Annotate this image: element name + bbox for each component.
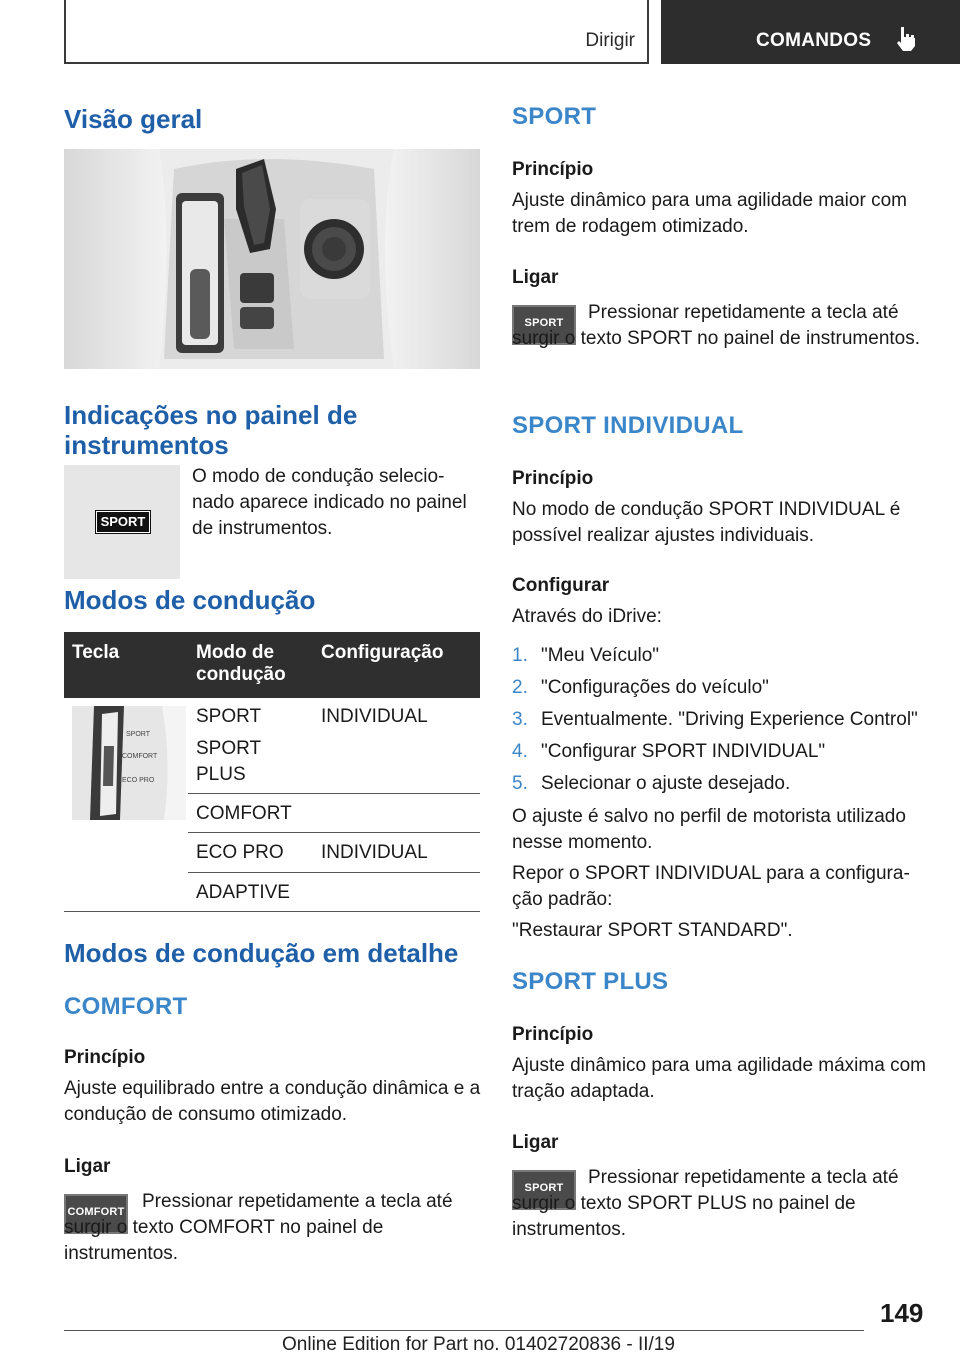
sport-on-label: Ligar bbox=[512, 267, 559, 288]
page-number: 149 bbox=[880, 1298, 924, 1328]
step-item: "Meu Veículo" bbox=[541, 645, 660, 666]
sport-individual-config-label: Configurar bbox=[512, 575, 610, 596]
comfort-title: COMFORT bbox=[64, 993, 188, 1020]
sport-plus-principle-label: Princípio bbox=[512, 1024, 594, 1045]
display-indicator-image bbox=[64, 465, 180, 579]
step-number: 3. bbox=[512, 709, 528, 730]
sport-plus-on-text: Pressionar repetidamente a tecla até surgir o texto SPORT PLUS no painel de instrumentos. bbox=[512, 1167, 899, 1240]
table-row-ecopro-config: INDIVIDUAL bbox=[321, 842, 428, 863]
table-header bbox=[64, 632, 480, 698]
sport-plus-principle-text: Ajuste dinâmico para uma agilidade máxima com tração adaptada. bbox=[512, 1055, 926, 1102]
step-item: Selecionar o ajuste desejado. bbox=[541, 773, 791, 794]
header-section-tab bbox=[64, 0, 649, 64]
header-chapter: COMANDOS bbox=[756, 30, 872, 51]
display-text: O modo de condução selecio-nado aparece indicado no painel de instrumentos. bbox=[192, 466, 467, 539]
comfort-principle-label: Princípio bbox=[64, 1047, 146, 1068]
sport-principle-label: Princípio bbox=[512, 159, 594, 180]
table-row-ecopro-mode: ECO PRO bbox=[196, 842, 284, 863]
sport-individual-reset-cmd: "Restaurar SPORT STANDARD". bbox=[512, 920, 793, 941]
table-row-adaptive-mode: ADAPTIVE bbox=[196, 882, 290, 903]
comfort-on-text: Pressionar repetidamente a tecla até surgir o texto COMFORT no painel de instrumentos. bbox=[64, 1191, 453, 1264]
hand-pointer-icon bbox=[895, 26, 917, 52]
row-divider bbox=[188, 832, 480, 833]
step-item: "Configurar SPORT INDIVIDUAL" bbox=[541, 741, 826, 762]
table-row-sport-config: INDIVIDUAL bbox=[321, 706, 428, 727]
sport-title: SPORT bbox=[512, 103, 597, 130]
step-item: "Configurações do veículo" bbox=[541, 677, 769, 698]
heading-modes: Modos de condução bbox=[64, 585, 316, 615]
heading-detail: Modos de condução em detalhe bbox=[64, 938, 459, 968]
footer-rule bbox=[64, 1330, 864, 1331]
sport-individual-saved-text: O ajuste é salvo no perfil de motorista utilizado nesse momento. bbox=[512, 806, 906, 853]
sport-on-text: Pressionar repetidamente a tecla até surgir o texto SPORT no painel de instrumentos. bbox=[512, 302, 921, 349]
mode-keys-image bbox=[72, 706, 186, 820]
col-config: Configuração bbox=[321, 642, 444, 663]
header-section: Dirigir bbox=[585, 30, 635, 51]
sport-individual-principle-label: Princípio bbox=[512, 468, 594, 489]
footer-edition: Online Edition for Part no. 01402720836 - II/19 bbox=[282, 1334, 675, 1355]
table-row-comfort-mode: COMFORT bbox=[196, 803, 292, 824]
sport-individual-via: Através do iDrive: bbox=[512, 606, 662, 627]
sport-plus-on-label: Ligar bbox=[512, 1132, 559, 1153]
sport-individual-reset-text: Repor o SPORT INDIVIDUAL para a configura-ção padrão: bbox=[512, 863, 910, 910]
row-divider bbox=[188, 872, 480, 873]
col-mode: Modo de condução bbox=[196, 642, 286, 685]
sport-principle-text: Ajuste dinâmico para uma agilidade maior com trem de rodagem otimizado. bbox=[512, 190, 907, 237]
step-number: 2. bbox=[512, 677, 528, 698]
sport-individual-title: SPORT INDIVIDUAL bbox=[512, 412, 744, 439]
table-row-sportplus-mode: SPORT PLUS bbox=[196, 738, 261, 785]
sport-individual-principle-text: No modo de condução SPORT INDIVIDUAL é possível realizar ajustes individuais. bbox=[512, 499, 901, 546]
step-number: 5. bbox=[512, 773, 528, 794]
table-bottom-rule bbox=[64, 911, 480, 912]
comfort-button-label: COMFORT bbox=[67, 1206, 125, 1218]
step-number: 4. bbox=[512, 741, 528, 762]
col-key: Tecla bbox=[72, 642, 120, 663]
display-badge: SPORT bbox=[96, 511, 150, 533]
header-chapter-tab bbox=[661, 0, 960, 64]
comfort-principle-text: Ajuste equilibrado entre a condução dinâmica e a condução de consumo otimizado. bbox=[64, 1078, 481, 1125]
heading-overview: Visão geral bbox=[64, 104, 203, 134]
row-divider bbox=[188, 793, 480, 794]
heading-display: Indicações no painel de instrumentos bbox=[64, 400, 358, 460]
comfort-on-label: Ligar bbox=[64, 1156, 111, 1177]
svg-text:ECO PRO: ECO PRO bbox=[122, 777, 155, 784]
sport-button-label: SPORT bbox=[524, 317, 564, 329]
sport-plus-button-label: SPORT bbox=[524, 1182, 564, 1194]
step-item: Eventualmente. "Driving Experience Control" bbox=[541, 709, 918, 730]
center-console-photo bbox=[64, 149, 480, 369]
svg-text:COMFORT: COMFORT bbox=[122, 753, 158, 760]
table-row-sport-mode: SPORT bbox=[196, 706, 262, 727]
step-number: 1. bbox=[512, 645, 528, 666]
svg-text:SPORT: SPORT bbox=[126, 731, 150, 738]
sport-plus-title: SPORT PLUS bbox=[512, 968, 669, 995]
